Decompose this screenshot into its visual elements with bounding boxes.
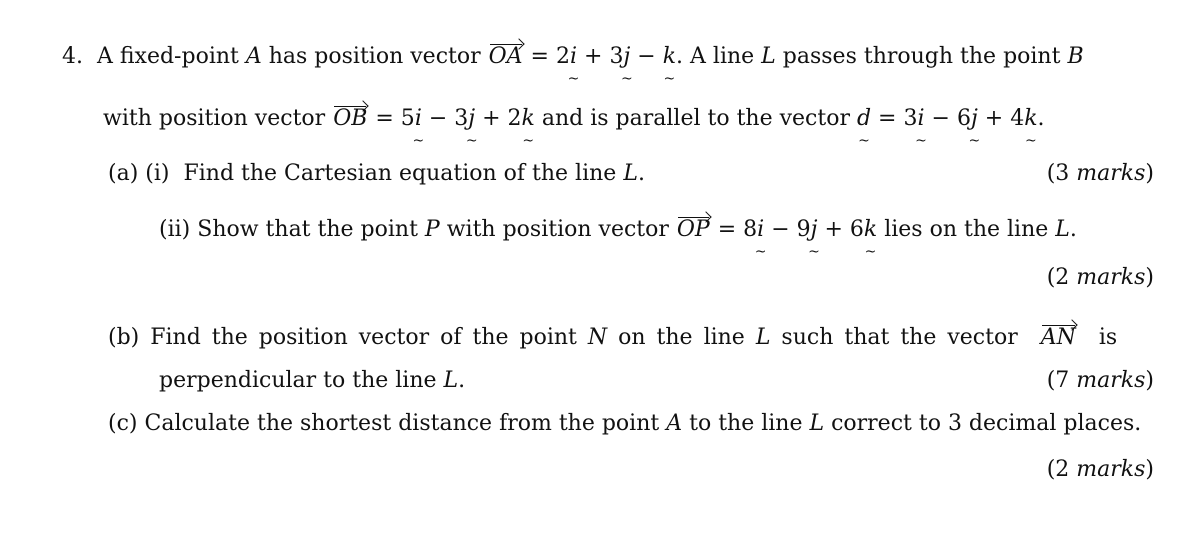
part-a-i: (a) (i) Find the Cartesian equation of the line L. xyxy=(108,161,645,186)
part-c-label: (c) xyxy=(108,411,138,436)
part-b-marks: (7 marks) xyxy=(1046,368,1154,393)
part-b-line-2: perpendicular to the line L. xyxy=(159,368,466,393)
part-a-i-label: (i) xyxy=(145,161,170,186)
part-a-ii: (ii) Show that the point P with position vector OP = 8i ~ − 9j ~ + 6k ~ lies on the line L. xyxy=(159,215,1077,245)
part-c: (c) Calculate the shortest distance from the point A to the line L correct to 3 decimal places. xyxy=(108,411,1142,436)
part-a-label: (a) xyxy=(108,161,139,186)
part-a-ii-label: (ii) xyxy=(159,217,191,242)
question-intro-line-2: with position vector OB = 5i ~ − 3j ~ + 2k ~ and is parallel to the vector d ~ = 3i ~ − 6j ~ + 4k ~. xyxy=(103,104,1045,134)
part-b-line-1: (b) Find the position vector of the point N on the line L such that the vector AN is xyxy=(108,323,1117,353)
question-intro-line-1: 4. A fixed-point A has position vector OA = 2i ~ + 3j ~ − k ~. A line L passes through the point B xyxy=(62,42,1084,72)
question-number: 4. xyxy=(62,44,83,69)
part-b-label: (b) xyxy=(108,325,140,350)
part-a-ii-marks: (2 marks) xyxy=(1046,265,1154,290)
part-c-marks: (2 marks) xyxy=(1046,457,1154,482)
part-a-i-marks: (3 marks) xyxy=(1046,161,1154,186)
